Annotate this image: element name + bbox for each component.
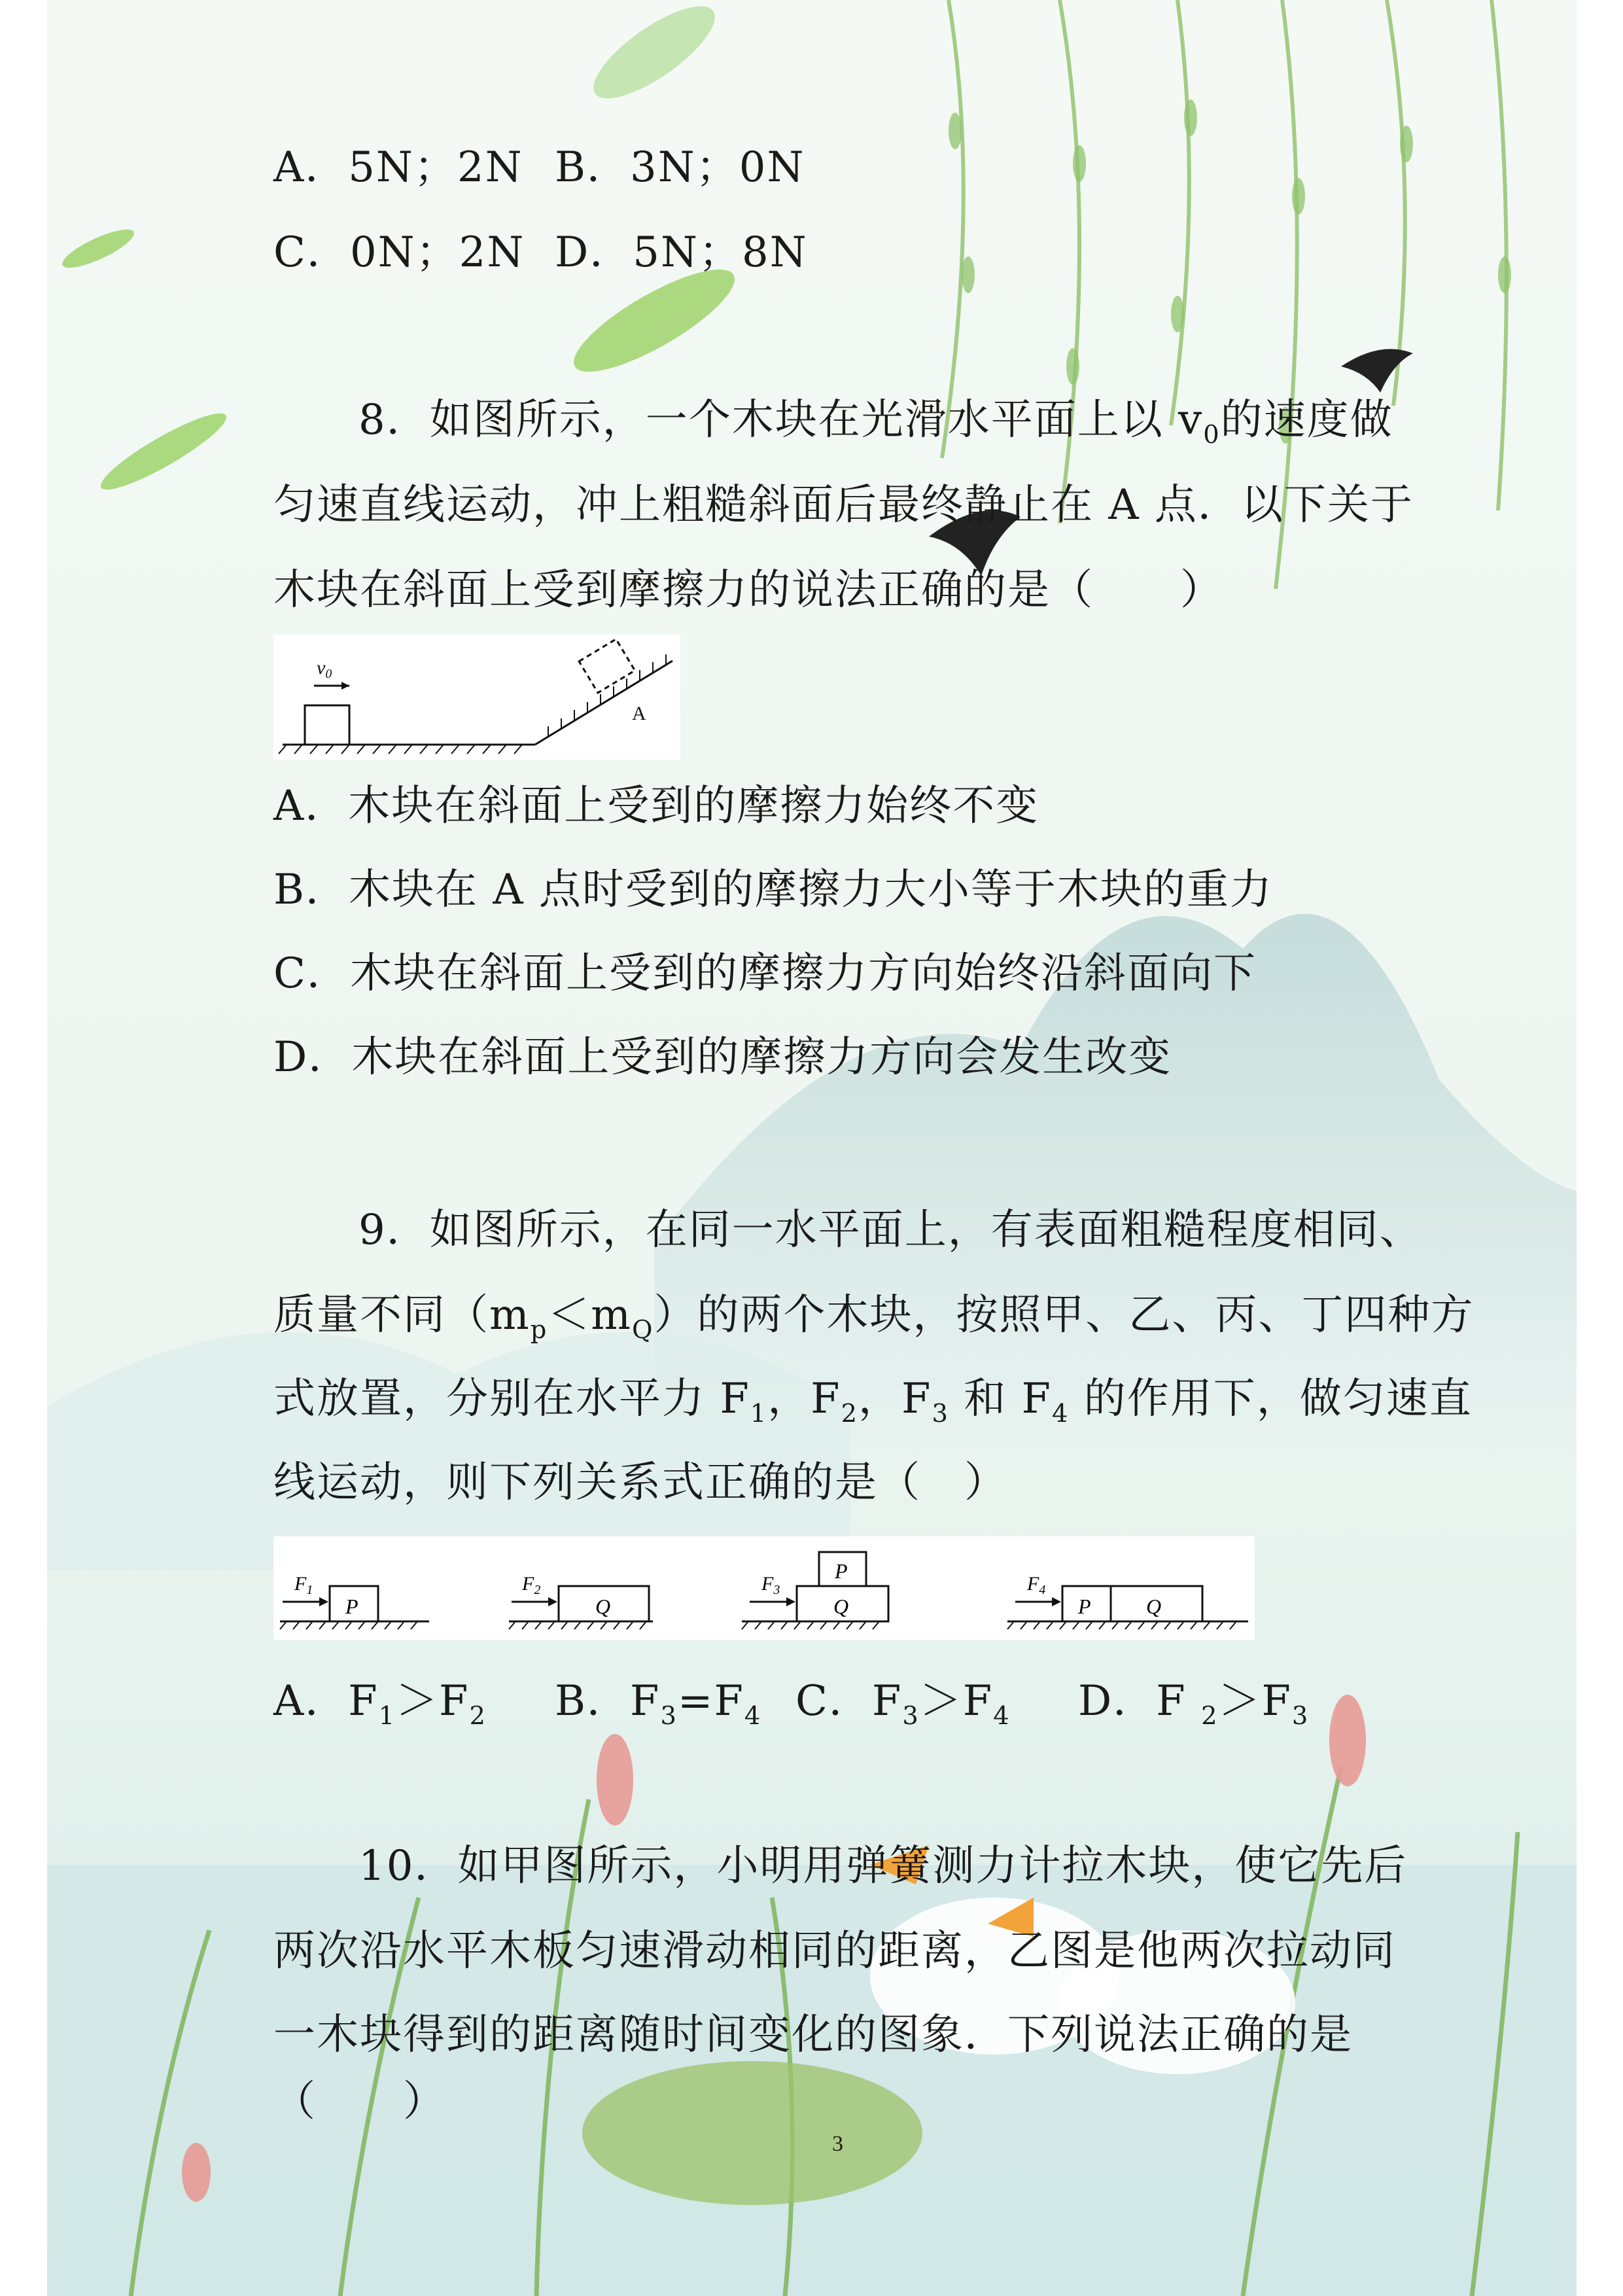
block-q-label: Q: [833, 1595, 849, 1618]
arrangement-1: [280, 1573, 429, 1629]
q9-option-c: C．$F_3>F_4$: [795, 1677, 1011, 1731]
block: [305, 705, 349, 745]
q7-option-d: D．5N；8N: [555, 228, 808, 277]
force-f1-label: $F_1$: [294, 1573, 313, 1597]
q8-stem-line-2: 匀速直线运动，冲上粗糙斜面后最终静止在 A 点．以下关于: [273, 481, 1414, 529]
arrangement-4: [1007, 1573, 1248, 1629]
q8-stem-line-3: 木块在斜面上受到摩擦力的说法正确的是（ ）: [273, 566, 1223, 614]
q8-option-d: D．木块在斜面上受到的摩擦力方向会发生改变: [273, 1033, 1172, 1082]
q10-stem-line-2: 两次沿水平木板匀速滑动相同的距离，乙图是他两次拉动同: [273, 1927, 1396, 1975]
q8-option-a: A．木块在斜面上受到的摩擦力始终不变: [273, 782, 1039, 830]
force-f3-label: $F_3$: [761, 1573, 780, 1597]
force-f2-label: $F_2$: [522, 1573, 541, 1597]
block-p-label: P: [1078, 1595, 1091, 1618]
incline-diagram: [273, 635, 680, 760]
block-p-label: P: [345, 1595, 358, 1618]
v0-label: $v_0$: [317, 657, 332, 681]
q8-option-c: C．木块在斜面上受到的摩擦力方向始终沿斜面向下: [273, 949, 1257, 998]
arrangement-2: [509, 1573, 653, 1629]
q9-blocks-figure: [273, 1536, 1255, 1640]
q9-stem-line-3: 式放置，分别在水平力 $F_1$，$F_2$，$F_3$ 和 $F_4$ 的作用下，做匀速直: [273, 1375, 1473, 1428]
q10-stem-line-3: 一木块得到的距离随时间变化的图象．下列说法正确的是: [273, 2011, 1353, 2059]
arrangement-3: [742, 1552, 888, 1629]
force-f4-label: $F_4$: [1027, 1573, 1046, 1597]
q9-option-b: B．$F_3=F_4$: [555, 1677, 762, 1731]
q7-option-c: C．0N；2N: [273, 228, 525, 277]
q10-stem-line-1: 10．如甲图所示，小明用弹簧测力计拉木块，使它先后: [358, 1842, 1408, 1890]
q9-stem-line-4: 线运动，则下列关系式正确的是（ ）: [273, 1458, 1007, 1507]
q7-option-a: A．5N；2N: [273, 143, 523, 192]
q8-stem-line-1: 8．如图所示，一个木块在光滑水平面上以 $v_0$的速度做: [358, 396, 1393, 450]
block-q-label: Q: [1146, 1595, 1162, 1618]
block-q-label: Q: [595, 1595, 611, 1618]
q8-option-b: B．木块在 A 点时受到的摩擦力大小等于木块的重力: [273, 866, 1273, 914]
q7-option-b: B．3N；0N: [555, 143, 805, 192]
q8-incline-figure: [273, 635, 680, 760]
q10-stem-line-4: （ ）: [273, 2077, 446, 2126]
q9-stem-line-2: 质量不同$(m_p<m_Q)$的两个木块，按照甲、乙、丙、丁四种方: [273, 1291, 1475, 1345]
block-p-label: P: [835, 1559, 848, 1583]
q9-option-d: D．F $_2>F_3$: [1078, 1677, 1310, 1731]
page-number: 3: [832, 2132, 843, 2156]
q9-option-a: A．$F_1>F_2$: [273, 1677, 487, 1731]
q9-stem-line-1: 9．如图所示，在同一水平面上，有表面粗糙程度相同、: [358, 1206, 1423, 1254]
point-a-label: A: [632, 703, 646, 724]
